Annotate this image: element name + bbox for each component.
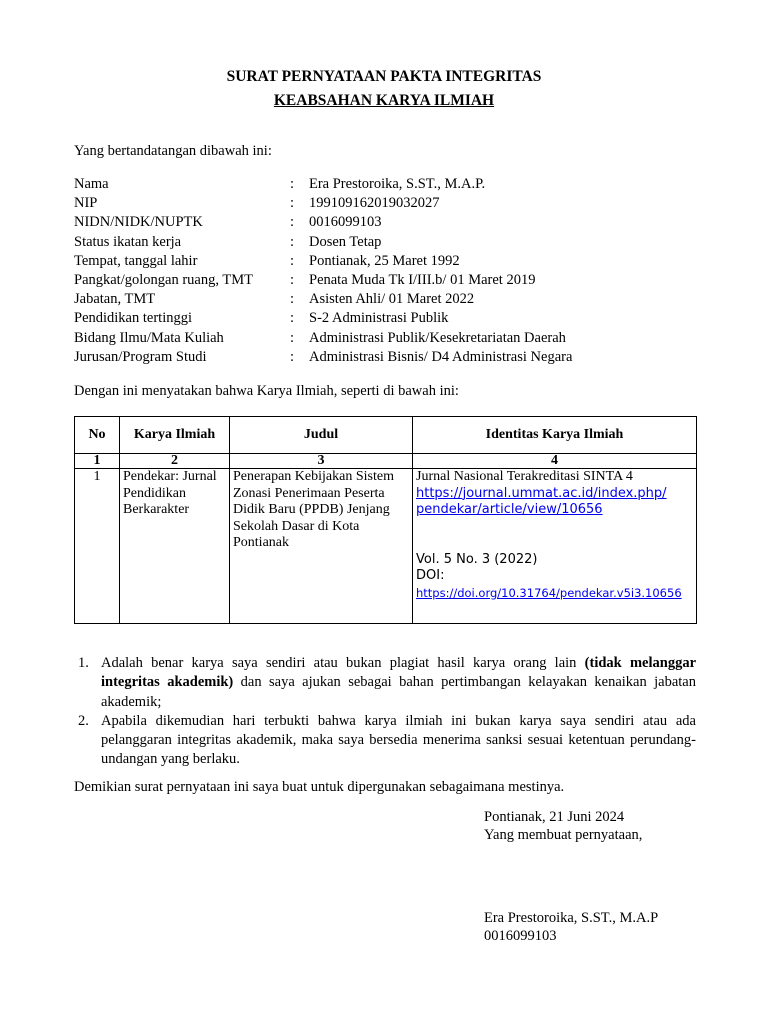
- identity-value: 0016099103: [309, 214, 382, 231]
- point-text: dan saya ajukan sebagai bahan pertimbangan kelayakan kenaikan jabatan akademik;: [101, 674, 696, 710]
- column-number: 2: [120, 454, 230, 469]
- identity-row: [74, 233, 572, 252]
- identity-table: [74, 175, 572, 367]
- identity-row: [74, 329, 572, 348]
- identity-colon: :: [290, 310, 295, 327]
- identity-colon: :: [290, 195, 295, 212]
- header-no: No: [75, 417, 120, 454]
- identity-label: NIP: [74, 195, 98, 212]
- header-judul: Judul: [230, 417, 413, 454]
- identity-value: Pontianak, 25 Maret 1992: [309, 252, 460, 269]
- identity-label: Tempat, tanggal lahir: [74, 252, 198, 269]
- identity-value: Penata Muda Tk I/III.b/ 01 Maret 2019: [309, 272, 536, 289]
- identity-colon: :: [290, 176, 295, 192]
- identity-label: Pendidikan tertinggi: [74, 310, 192, 327]
- identity-label: Nama: [74, 176, 109, 192]
- scientific-works-table: [74, 416, 697, 624]
- row-number: 1: [75, 469, 120, 624]
- identity-value: 199109162019032027: [309, 195, 440, 212]
- identity-row: [74, 348, 572, 367]
- identity-row: [74, 271, 572, 290]
- identity-row: [74, 194, 572, 213]
- journal-article-link[interactable]: [416, 486, 667, 518]
- identity-label: Status ikatan kerja: [74, 233, 182, 250]
- identity-colon: :: [290, 272, 295, 289]
- identity-colon: :: [290, 329, 295, 346]
- identity-label: NIDN/NIDK/NUPTK: [74, 214, 203, 231]
- intro-text: Yang bertandatangan dibawah ini:: [74, 143, 272, 159]
- closing-text: Demikian surat pernyataan ini saya buat untuk dipergunakan sebagaimana mestinya.: [74, 779, 565, 795]
- journal-url-part1: https://journal.ummat.ac.id/index.php/: [416, 485, 667, 501]
- identity-row: [74, 213, 572, 232]
- list-item-number: 1.: [78, 655, 89, 671]
- list-item: [74, 712, 696, 770]
- karya-ilmiah-cell: Pendekar: Jurnal Pendidikan Berkarakter: [120, 469, 230, 624]
- table-header-row: [75, 417, 697, 454]
- identity-value: Asisten Ahli/ 01 Maret 2022: [309, 291, 475, 308]
- document-title: SURAT PERNYATAAN PAKTA INTEGRITAS: [226, 68, 542, 85]
- column-number-row: [75, 454, 697, 469]
- doi-label: DOI:: [416, 568, 445, 583]
- identity-row: [74, 175, 572, 194]
- signature-name: Era Prestoroika, S.ST., M.A.P: [484, 910, 659, 926]
- identity-value: Administrasi Bisnis/ D4 Administrasi Negara: [309, 348, 573, 365]
- column-number: 3: [230, 454, 413, 469]
- list-item: [74, 654, 696, 712]
- identity-label: Bidang Ilmu/Mata Kuliah: [74, 329, 224, 346]
- identity-label: Jabatan, TMT: [74, 291, 156, 308]
- signature-id: 0016099103: [484, 928, 557, 944]
- identity-value: Dosen Tetap: [309, 233, 382, 250]
- document-subtitle: KEABSAHAN KARYA ILMIAH: [273, 92, 495, 109]
- identity-colon: :: [290, 233, 295, 250]
- table-row: [75, 469, 697, 624]
- identity-colon: :: [290, 252, 295, 269]
- signature-place-date: Pontianak, 21 Juni 2024: [484, 809, 625, 825]
- journal-url-part2: pendekar/article/view/10656: [416, 502, 603, 517]
- identity-colon: :: [290, 214, 295, 231]
- identity-label: Pangkat/golongan ruang, TMT: [74, 272, 253, 289]
- statement-text: Dengan ini menyatakan bahwa Karya Ilmiah, seperti di bawah ini:: [74, 383, 459, 399]
- list-item-number: 2.: [78, 712, 89, 729]
- spacer: [416, 519, 693, 552]
- statement-points-list: [74, 654, 696, 770]
- identity-row: [74, 252, 572, 271]
- volume-info: Vol. 5 No. 3 (2022): [416, 551, 538, 567]
- identity-value: Administrasi Publik/Kesekretariatan Daerah: [309, 329, 566, 346]
- identity-row: [74, 309, 572, 328]
- point-text: Apabila dikemudian hari terbukti bahwa karya ilmiah ini bukan karya saya sendiri atau ada pelanggaran integritas akademik, maka saya bersedia menerima sanksi sesuai ketentuan perundang-undangan yang berlaku.: [101, 712, 696, 768]
- identity-label: Jurusan/Program Studi: [74, 348, 207, 365]
- identity-colon: :: [290, 348, 295, 365]
- column-number: 1: [75, 454, 120, 469]
- identity-value: Era Prestoroika, S.ST., M.A.P.: [309, 176, 486, 192]
- header-karya-ilmiah: Karya Ilmiah: [120, 417, 230, 454]
- identity-value: S-2 Administrasi Publik: [309, 310, 449, 327]
- judul-cell: Penerapan Kebijakan Sistem Zonasi Penerimaan Peserta Didik Baru (PPDB) Jenjang Sekolah Dasar di Kota Pontianak: [230, 469, 413, 624]
- header-identitas: Identitas Karya Ilmiah: [413, 417, 697, 454]
- point-text: Adalah benar karya saya sendiri atau bukan plagiat hasil karya orang lain: [101, 655, 585, 671]
- journal-accreditation: Jurnal Nasional Terakreditasi SINTA 4: [416, 469, 633, 484]
- identitas-cell: [413, 469, 697, 624]
- identity-row: [74, 290, 572, 309]
- signature-role: Yang membuat pernyataan,: [484, 827, 643, 843]
- column-number: 4: [413, 454, 697, 469]
- point-bold-text: (tidak melanggar integritas akademik): [101, 655, 697, 691]
- identity-colon: :: [290, 291, 295, 308]
- doi-link[interactable]: https://doi.org/10.31764/pendekar.v5i3.10656: [416, 585, 682, 600]
